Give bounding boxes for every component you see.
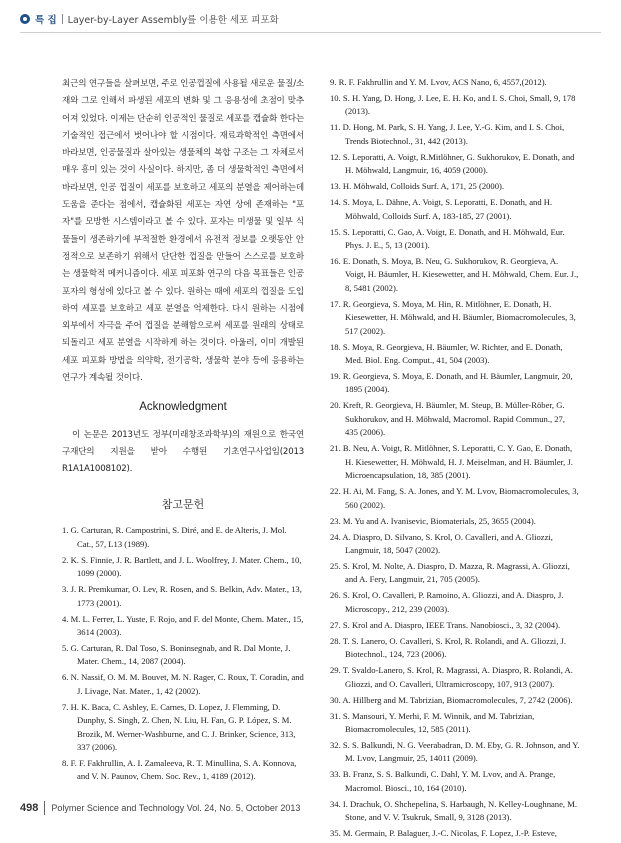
header-title: Layer-by-Layer Assembly를 이용한 세포 피포화: [67, 15, 279, 26]
reference-item: 16. E. Donath, S. Moya, B. Neu, G. Sukhorukov, R. Georgieva, A. Voigt, H. Bäumler, H. Kiesewetter, and H. Möhwald, Chem. Eur. J., 8, 5481 (2002).: [330, 256, 579, 293]
reference-item: 8. F. F. Fakhrullin, A. I. Zamaleeva, R. T. Minullina, S. A. Konnova, and V. N. Paunov, Chem. Soc. Rev., 1, 4189 (2012).: [62, 758, 297, 782]
reference-item: 35. M. Germain, P. Balaguer, J.-C. Nicolas, F. Lopez, J.-P. Esteve,: [330, 828, 557, 839]
reference-item: 13. H. Möhwald, Colloids Surf. A, 171, 25 (2000).: [330, 181, 505, 192]
reference-item: 4. M. L. Ferrer, L. Yuste, F. Rojo, and F. del Monte, Chem. Mater., 15, 3614 (2003).: [62, 613, 304, 637]
reference-item: 27. S. Krol and A. Diaspro, IEEE Trans. Nanobiosci., 3, 32 (2004).: [330, 619, 561, 630]
reference-item: 32. S. S. Balkundi, N. G. Veerabadran, D. M. Eby, G. R. Johnson, and Y. M. Lvov, Langmuir, 25, 14011 (2009).: [330, 739, 580, 764]
reference-item: 21. B. Neu, A. Voigt, R. Mitlöhner, S. Leporatti, C. Y. Gao, E. Donath, H. Kiesewetter, H. Möhwald, H. J. Meiselman, and H. Bäumler, J. Microencapsulation, 18, 385 (2001).: [330, 443, 573, 481]
reference-item: 18. S. Moya, R. Georgieva, H. Bäumler, W. Richter, and E. Donath, Med. Biol. Eng. Comput., 41, 504 (2003).: [330, 341, 563, 366]
reference-item: 6. N. Nassif, O. M. M. Bouvet, M. N. Rager, C. Roux, T. Coradin, and J. Livage, Nat. Mater., 1, 42 (2002).: [62, 672, 304, 696]
body-paragraph: 최근의 연구들을 살펴보면, 주로 인공껍질에 사용될 새로운 물질/소재와 그로 인해서 파생된 세포의 변화 및 그 응용성에 초점이 맞추어져 있었다. 이제는 단순히 인공적인 물질로 세포를 캡슐화 한다는 기술적인 접근에서 벗어나야 할 시점이다. 재료과학적인 측면에서 바라보면, 인공물질과 살아있는 생물체의 복합 구조는 그 자체로서 매우 흥미 있는 것이 사실이다. 하지만, 좀 더 생물학적인 측면에서 바라보면, 인공 껍질이 세포를 보호하고 세포의 분열을 제어하는데 도움을 준다는 점에서, 캡슐화된 세포는 자연 상에 존재하는 "포자"를 모방한 시스템이라고 볼 수 있다. 포자는 미생물 및 일부 식물들이 생존하기에 부적절한 환경에서 유전적 정보를 오랫동안 안정적으로 보존하기 위해서 단단한 껍질을 만들어 스스로를 보호하는 생물학적 메커니즘이다. 세포 피포화 연구의 다음 목표들은 인공포자의 형성에 있다고 볼 수 있다. 원하는 때에 세포의 껍질을 도입하여 세포를 보호하고 세포 분열을 억제한다. 다시 원하는 시점에 외부에서 자극을 주어 껍질을 분해함으로써 세포를 원래의 상태로 되돌리고 세포 분열을 시작하게 하는 것이다. 아울러, 이미 개발된 세포 피포화 방법을 의약학, 전기공학, 생물학 분야 등에 응용하는 연구가 계속될 것이다.: [62, 79, 304, 384]
reference-item: 14. S. Moya, L. Dähne, A. Voigt, S. Leporatti, E. Donath, and H. Möhwald, Colloids Surf. A, 183-185, 27 (2001).: [330, 197, 553, 221]
reference-item: 5. G. Carturan, R. Dal Toso, S. Boninsegnab, and R. Dal Monte, J. Mater. Chem., 14, 2087 (2004).: [62, 642, 291, 667]
left-column: [62, 76, 304, 786]
reference-item: 34. I. Drachuk, O. Shchepelina, S. Harbaugh, N. Kelley-Loughnane, M. Stone, and V. V. Tsukruk, Small, 9, 3128 (2013).: [330, 798, 578, 823]
header-divider: [62, 14, 63, 24]
reference-item: 2. K. S. Finnie, J. R. Bartlett, and J. L. Woolfrey, J. Mater. Chem., 10, 1099 (2000).: [62, 554, 302, 579]
header-rule: [20, 32, 601, 33]
references-list-left: [62, 524, 304, 783]
reference-item: 26. S. Krol, O. Cavalleri, P. Ramoino, A. Gliozzi, and A. Diaspro, J. Microscopy., 212, 239 (2003).: [330, 590, 564, 614]
reference-item: 22. H. Ai, M. Fang, S. A. Jones, and Y. M. Lvov, Biomacromolecules, 3, 560 (2002).: [330, 486, 579, 510]
reference-item: 30. A. Hillberg and M. Tabrizian, Biomacromolecules, 7, 2742 (2006).: [330, 694, 573, 705]
reference-item: 23. M. Yu and A. Ivanisevic, Biomaterials, 25, 3655 (2004).: [330, 515, 536, 526]
journal-citation: Polymer Science and Technology Vol. 24, No. 5, October 2013: [51, 803, 301, 813]
reference-item: 19. R. Georgieva, S. Moya, E. Donath, and H. Bäumler, Langmuir, 20, 1895 (2004).: [330, 371, 573, 395]
acknowledgment-text: 이 논문은 2013년도 정부(미래창조과학부)의 재원으로 한국연구재단의 지원을 받아 수행된 기초연구사업임(2013 R1A1A1008102).: [62, 430, 304, 475]
reference-item: 10. S. H. Yang, D. Hong, J. Lee, E. H. Ko, and I. S. Choi, Small, 9, 178 (2013).: [330, 93, 576, 117]
reference-item: 12. S. Leporatti, A. Voigt, R.Mitlöhner, G. Sukhorukov, E. Donath, and H. Möhwald, Langmuir, 16, 4059 (2000).: [330, 151, 575, 176]
reference-item: 1. G. Carturan, R. Campostrini, S. Diré, and E. de Alteris, J. Mol. Cat., 57, L13 (1989).: [62, 525, 287, 549]
reference-item: 24. A. Diaspro, D. Silvano, S. Krol, O. Cavalleri, and A. Gliozzi, Langmuir, 18, 5047 (2002).: [330, 531, 553, 555]
reference-item: 15. S. Leporatti, C. Gao, A. Voigt, E. Donath, and H. Möhwald, Eur. Phys. J. E., 5, 13 (2001).: [330, 226, 565, 251]
reference-item: 28. T. S. Lanero, O. Cavalleri, S. Krol, R. Rolandi, and A. Gliozzi, J. Biotechnol., 124, 723 (2006).: [330, 635, 566, 660]
acknowledgment-title: Acknowledgment: [139, 401, 227, 414]
references-title: 참고문헌: [161, 498, 205, 512]
page-footer: [20, 800, 300, 816]
right-column: [330, 76, 580, 843]
reference-item: 11. D. Hong, M. Park, S. H. Yang, J. Lee, Y.-G. Kim, and I. S. Choi, Trends Biotechnol., 31, 442 (2013).: [330, 122, 565, 146]
footer-divider: [44, 801, 45, 815]
reference-item: 33. B. Franz, S. S. Balkundi, C. Dahl, Y. M. Lvov, and A. Prange, Macromol. Biosci., 10, 164 (2010).: [330, 769, 556, 793]
section-bullet-icon: [20, 14, 30, 24]
reference-item: 20. Kreft, R. Georgieva, H. Bäumler, M. Steup, B. Müller-Röber, G. Sukhorukov, and H. Möhwald, Macromol. Rapid Commun., 27, 435 (2006).: [330, 400, 566, 438]
reference-item: 25. S. Krol, M. Nolte, A. Diaspro, D. Mazza, R. Magrassi, A. Gliozzi, and A. Fery, Langmuir, 21, 705 (2005).: [330, 560, 570, 585]
section-label: 특 집: [35, 15, 57, 26]
running-header: [20, 10, 279, 28]
reference-item: 17. R. Georgieva, S. Moya, M. Hin, R. Mitlöhner, E. Donath, H. Kiesewetter, H. Möhwald, and H. Bäumler, Biomacromolecules, 3, 517 (2002).: [330, 298, 576, 336]
page-number: 498: [20, 802, 39, 814]
reference-item: 29. T. Svaldo-Lanero, S. Krol, R. Magrassi, A. Diaspro, R. Rolandi, A. Gliozzi, and O. Cavalleri, Ultramicroscopy, 107, 913 (2007).: [330, 665, 573, 689]
references-list-right: [330, 76, 580, 841]
reference-item: 3. J. R. Premkumar, O. Lev, R. Rosen, and S. Belkin, Adv. Mater., 13, 1773 (2001).: [62, 584, 302, 608]
reference-item: 9. R. F. Fakhrullin and Y. M. Lvov, ACS Nano, 6, 4557,(2012).: [330, 77, 547, 87]
reference-item: 7. H. K. Baca, C. Ashley, E. Carnes, D. Lopez, J. Flemming, D. Dunphy, S. Singh, Z. Chen, N. Liu, H. Fan, G. P. López, S. M. Brozik, M. Werner-Washburne, and C. J. Brinker, Science, 313, 337 (2006).: [62, 701, 296, 752]
reference-item: 31. S. Mansouri, Y. Merhi, F. M. Winnik, and M. Tabrizian, Biomacromolecules, 12, 585 (2011).: [330, 710, 535, 734]
